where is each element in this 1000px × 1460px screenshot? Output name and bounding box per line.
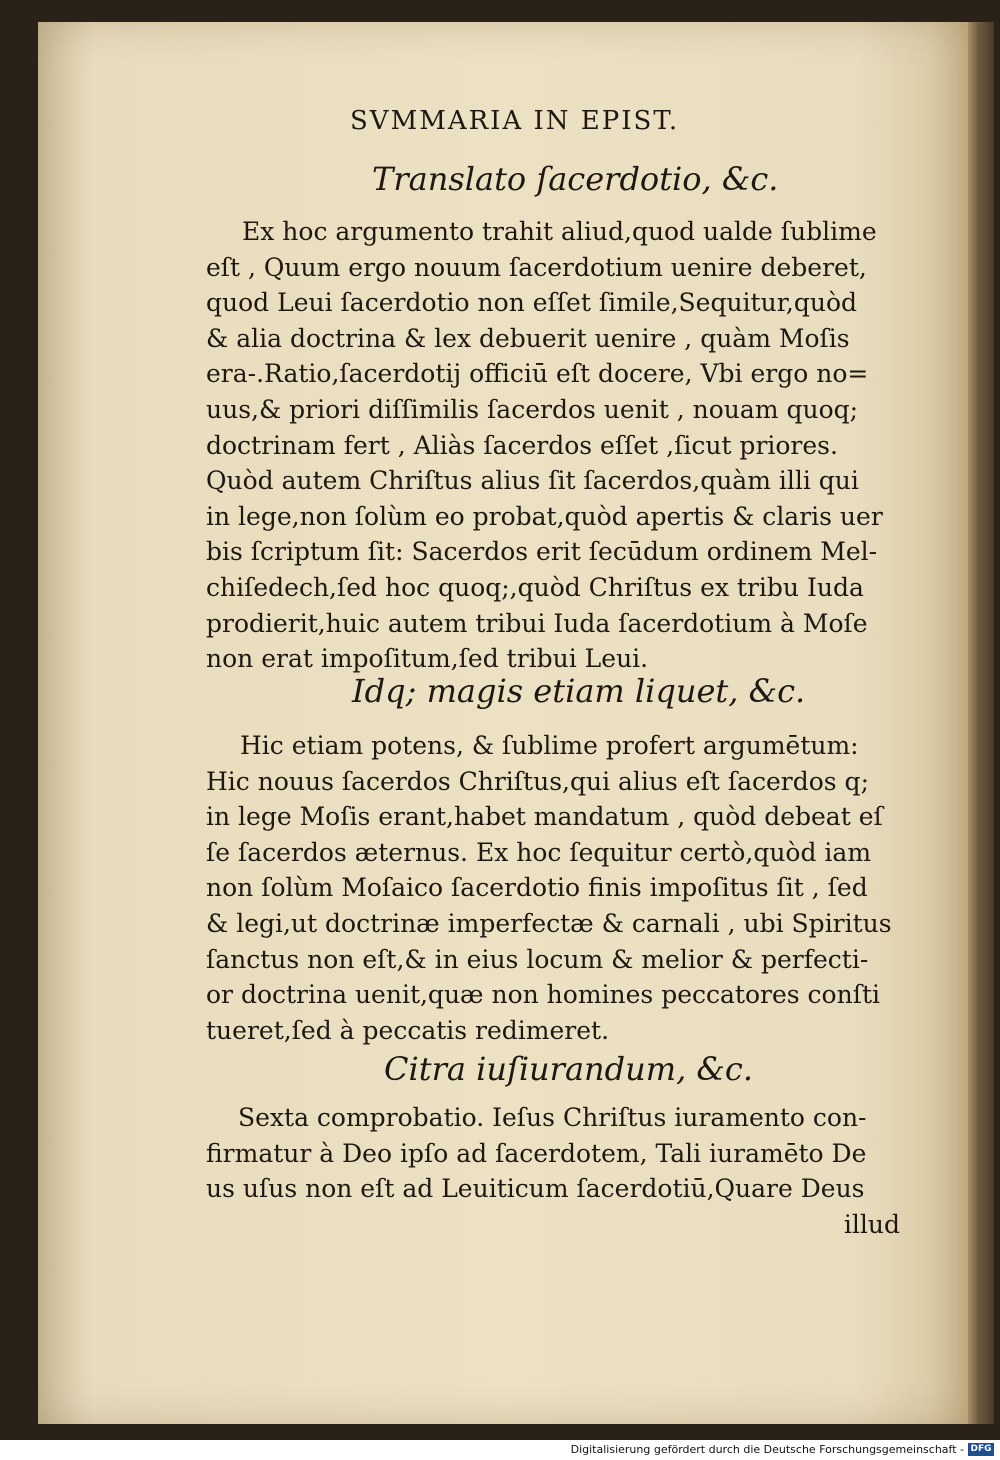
text-line: Quòd autem Chriſtus alius ſit ſacerdos,quàm illi qui bbox=[206, 466, 859, 496]
text-line: tueret,ſed à peccatis redimeret. bbox=[206, 1015, 610, 1045]
text-line: us uſus non eſt ad Leuiticum ſacerdotiū,Quare Deus bbox=[206, 1174, 865, 1204]
text-line: or doctrina uenit,quæ non homines peccatores conſti bbox=[206, 980, 880, 1010]
text-line: era-.Ratio,ſacerdotij officiū eſt docere, Vbi ergo no= bbox=[206, 359, 869, 389]
section-heading-3: Citra iuſiurandum, &c. bbox=[384, 1050, 753, 1088]
book-spine-edge bbox=[968, 22, 994, 1424]
text-line: non erat impoſitum,ſed tribui Leui. bbox=[206, 644, 649, 674]
text-line: in lege Moſis erant,habet mandatum , quòd debeat eſ bbox=[206, 802, 883, 832]
running-header: SVMMARIA IN EPIST. bbox=[350, 106, 680, 136]
text-line: bis ſcriptum ſit: Sacerdos erit ſecūdum ordinem Mel- bbox=[206, 537, 878, 567]
text-line: Ex hoc argumento trahit aliud,quod ualde ſublime bbox=[242, 217, 877, 246]
paragraph-1 bbox=[206, 214, 906, 677]
text-line: ſanctus non eſt,& in eius locum & melior & perfecti- bbox=[206, 944, 869, 974]
section-heading-1: Translato ſacerdotio, &c. bbox=[372, 160, 779, 198]
text-line: in lege,non ſolùm eo probat,quòd apertis & claris uer bbox=[206, 501, 883, 531]
text-line: ſe ſacerdos æternus. Ex hoc ſequitur certò,quòd iam bbox=[206, 837, 872, 867]
text-line: uus,& priori diſſimilis ſacerdos uenit , nouam quoq; bbox=[206, 394, 859, 424]
text-line: & legi,ut doctrinæ imperfectæ & carnali , ubi Spiritus bbox=[206, 908, 892, 938]
catchword: illud bbox=[843, 1209, 900, 1239]
text-line: firmatur à Deo ipſo ad ſacerdotem, Tali iuramēto De bbox=[206, 1138, 867, 1168]
section-heading-2: Idq; magis etiam liquet, &c. bbox=[352, 672, 806, 710]
paragraph-2 bbox=[206, 728, 906, 1048]
text-line: doctrinam fert , Aliàs ſacerdos eſſet ,ſicut priores. bbox=[206, 430, 838, 460]
dfg-logo: DFG bbox=[968, 1443, 994, 1456]
text-line: chiſedech,ſed hoc quoq;,quòd Chriſtus ex tribu Iuda bbox=[206, 572, 864, 602]
text-line: Sexta comprobatio. Ieſus Chriſtus iuramento con- bbox=[238, 1103, 867, 1132]
text-line: eſt , Quum ergo nouum ſacerdotium uenire deberet, bbox=[206, 252, 867, 282]
text-line: Hic nouus ſacerdos Chriſtus,qui alius eſt ſacerdos q; bbox=[206, 766, 869, 796]
digitization-footer bbox=[0, 1440, 1000, 1460]
paragraph-3 bbox=[206, 1100, 906, 1242]
text-line: & alia doctrina & lex debuerit uenire , quàm Moſis bbox=[206, 323, 850, 353]
text-line: non ſolùm Moſaico ſacerdotio finis impoſitus ſit , ſed bbox=[206, 873, 868, 903]
text-line: prodierit,huic autem tribui Iuda ſacerdotium à Moſe bbox=[206, 608, 868, 638]
text-line: Hic etiam potens, & ſublime profert argumētum: bbox=[240, 731, 859, 760]
footer-credit: Digitalisierung gefördert durch die Deutsche Forschungsgemeinschaft - bbox=[570, 1443, 964, 1456]
text-line: quod Leui ſacerdotio non eſſet ſimile,Sequitur,quòd bbox=[206, 288, 858, 318]
